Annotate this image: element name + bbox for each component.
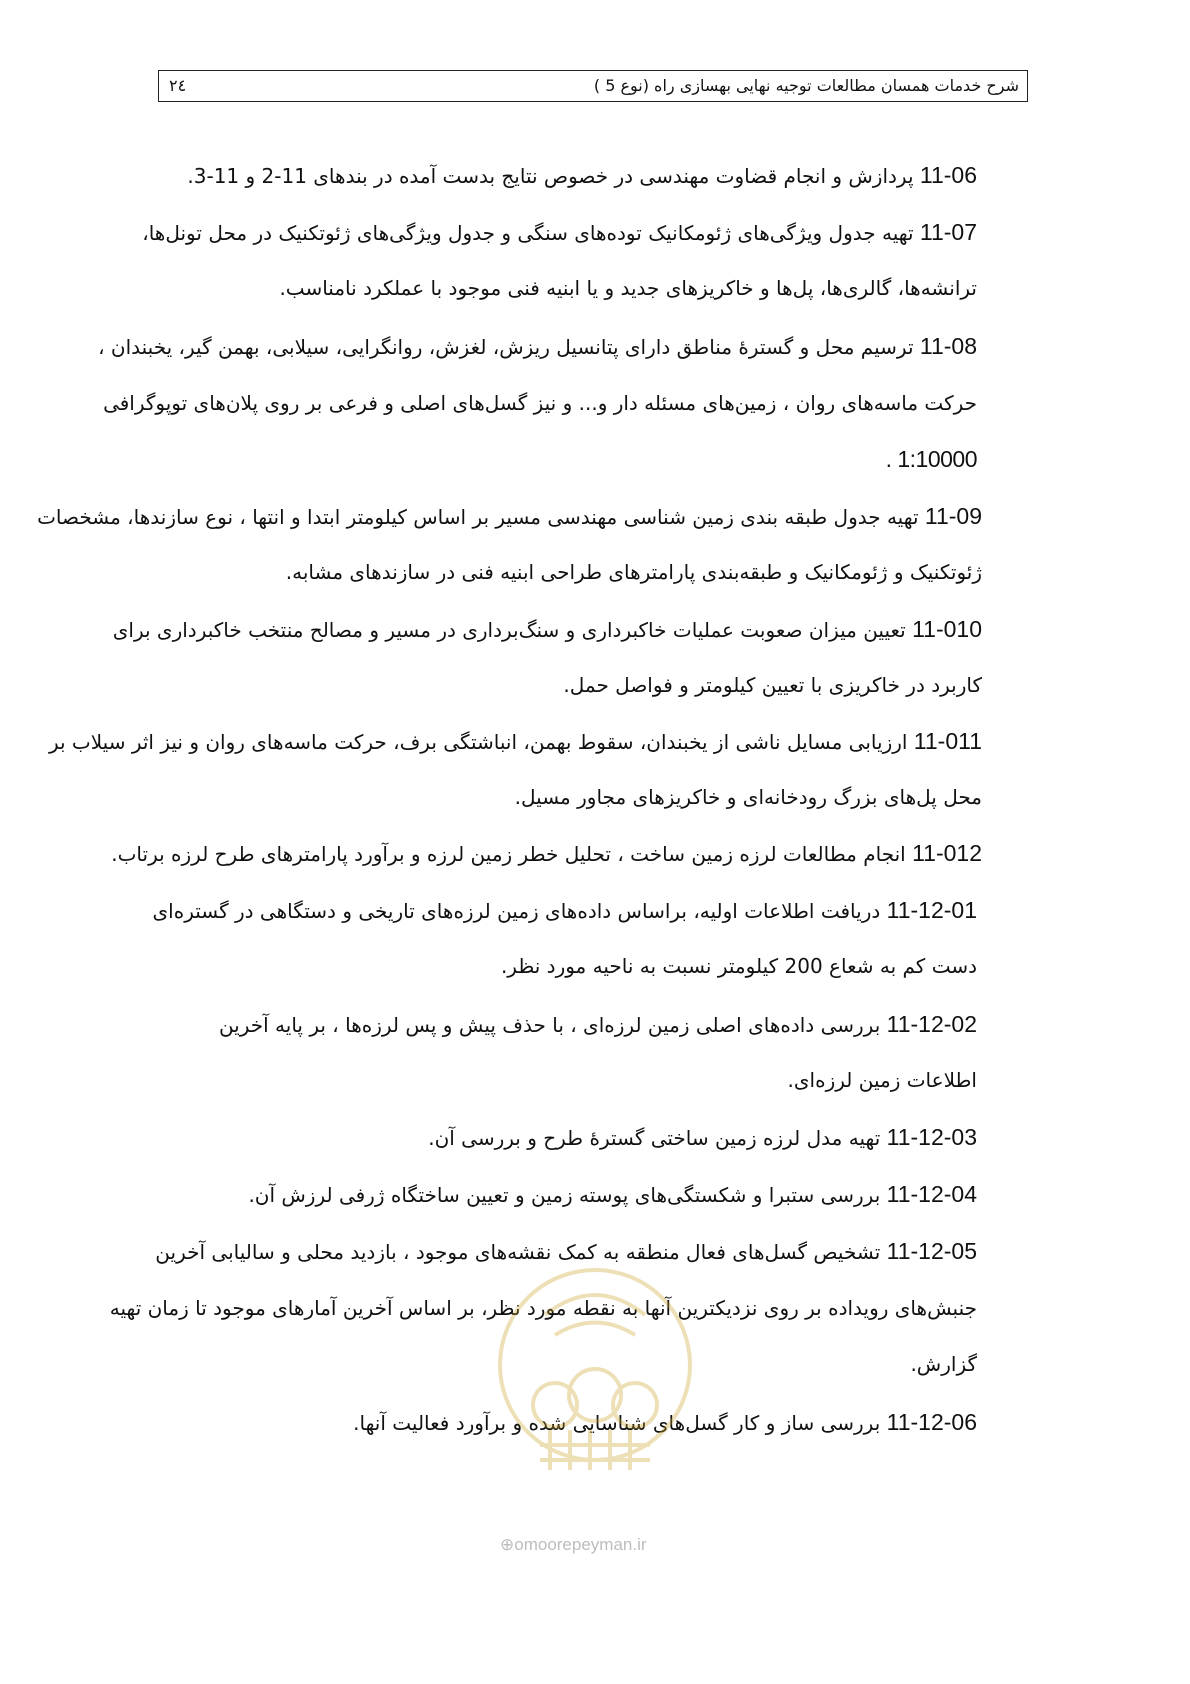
paragraph-11-06 xyxy=(187,162,977,189)
clause-number: 11-08 xyxy=(919,333,977,359)
clause-text: بررسی ساز و کار گسل‌های شناسایی شده و برآورد فعالیت آنها. xyxy=(353,1411,887,1435)
clause-text: محل پل‌های بزرگ رودخانه‌ای و خاکریزهای مجاور مسیل. xyxy=(514,785,982,809)
paragraph-11-010 xyxy=(113,616,982,643)
clause-number: 11-010 xyxy=(912,616,982,642)
paragraph-11-08-cont xyxy=(103,391,977,415)
seal-lettering-swash xyxy=(555,1323,635,1336)
clause-number: 11-09 xyxy=(924,503,982,529)
paragraph-11-12-02-cont xyxy=(788,1068,977,1092)
clause-number: 11-12-03 xyxy=(886,1124,977,1150)
paragraph-11-12-04 xyxy=(248,1181,977,1208)
clause-text: حرکت ماسه‌های روان ، زمین‌های مسئله دار و... و نیز گسل‌های اصلی و فرعی بر روی پلان‌های توپوگرافی xyxy=(103,391,977,415)
clause-number: 11-06 xyxy=(919,162,977,188)
clause-text: تهیه مدل لرزه زمین ساختی گسترهٔ طرح و بررسی آن. xyxy=(428,1126,887,1150)
paragraph-11-12-01-cont xyxy=(501,954,977,978)
clause-number: 11-12-06 xyxy=(886,1409,977,1435)
clause-text: پردازش و انجام قضاوت مهندسی در خصوص نتایج بدست آمده در بندهای 11-2 و 11-3. xyxy=(187,164,920,188)
paragraph-11-12-02 xyxy=(219,1011,977,1038)
clause-text: دریافت اطلاعات اولیه، براساس داده‌های زمین لرزه‌های تاریخی و دستگاهی در گستره‌ای xyxy=(152,899,887,923)
clause-number: 11-07 xyxy=(919,219,977,245)
paragraph-11-07 xyxy=(142,219,977,246)
clause-text: بررسی ستبرا و شکستگی‌های پوسته زمین و تعیین ساختگاه ژرفی لرزش آن. xyxy=(248,1183,887,1207)
clause-text: ترسیم محل و گسترهٔ مناطق دارای پتانسیل ریزش، لغزش، روانگرایی، سیلابی، بهمن گیر، یخبندان ، xyxy=(98,335,920,359)
paragraph-11-12-03 xyxy=(428,1124,977,1151)
paragraph-11-09 xyxy=(37,503,982,530)
clause-number: 11-12-05 xyxy=(886,1238,977,1264)
clause-text: کاربرد در خاکریزی با تعیین کیلومتر و فواصل حمل. xyxy=(563,673,982,697)
paragraph-11-08-scale xyxy=(886,446,977,473)
paragraph-11-012 xyxy=(111,840,982,867)
clause-text: اطلاعات زمین لرزه‌ای. xyxy=(787,1068,977,1092)
clause-text: بررسی داده‌های اصلی زمین لرزه‌ای ، با حذف پیش و پس لرزه‌ها ، بر پایه آخرین xyxy=(218,1013,887,1037)
paragraph-11-011 xyxy=(48,728,982,755)
clause-text: تهیه جدول طبقه بندی زمین شناسی مهندسی مسیر بر اساس کیلومتر ابتدا و انتها ، نوع سازندها، مشخصات xyxy=(37,505,925,529)
clause-number: 11-012 xyxy=(912,840,982,866)
clause-text: ترانشه‌ها، گالری‌ها، پل‌ها و خاکریزهای جدید و یا ابنیه فنی موجود با عملکرد نامناسب. xyxy=(279,276,977,300)
watermark-site-url xyxy=(500,1535,647,1555)
paragraph-11-08 xyxy=(98,333,977,360)
clause-number: 11-011 xyxy=(913,728,982,754)
paragraph-11-12-01 xyxy=(153,897,978,924)
document-title: شرح خدمات همسان مطالعات توجیه نهایی بهسازی راه (نوع 5 ) xyxy=(593,76,1019,95)
map-scale-text: 1:10000 . xyxy=(885,446,977,472)
paragraph-11-010-cont xyxy=(563,673,982,697)
seal-ring xyxy=(500,1270,690,1460)
paragraph-11-07-cont xyxy=(279,276,977,300)
clause-text: ارزیابی مسایل ناشی از یخبندان، سقوط بهمن، انباشتگی برف، حرکت ماسه‌های روان و نیز اثر سیلاب بر xyxy=(48,730,914,754)
page-header xyxy=(158,70,1028,102)
site-text: omoorepeyman.ir xyxy=(514,1535,647,1554)
clause-number: 11-12-04 xyxy=(886,1181,977,1207)
paragraph-11-09-cont xyxy=(286,560,982,584)
clause-text: انجام مطالعات لرزه زمین ساخت ، تحلیل خطر زمین لرزه و برآورد پارامترهای طرح لرزه برتاب. xyxy=(111,842,913,866)
clause-number: 11-12-01 xyxy=(886,897,977,923)
seal-lettering-swash xyxy=(545,1295,645,1315)
clause-text: ژئوتکنیک و ژئومکانیک و طبقه‌بندی پارامترهای طراحی ابنیه فنی در سازندهای مشابه. xyxy=(285,560,982,584)
page-number: ٢٤ xyxy=(169,76,187,95)
clause-text: تشخیص گسل‌های فعال منطقه به کمک نقشه‌های موجود ، بازدید محلی و سالیابی آخرین xyxy=(155,1240,887,1264)
omoorepeyman-logo-watermark xyxy=(485,1255,705,1495)
clause-text: تهیه جدول ویژگی‌های ژئومکانیک توده‌های سنگی و جدول ویژگی‌های ژئوتکنیک در محل تونل‌ها، xyxy=(142,221,920,245)
globe-icon: ⊕ xyxy=(500,1535,515,1554)
paragraph-11-12-05-end xyxy=(910,1352,977,1376)
clause-text: گزارش. xyxy=(910,1352,977,1376)
paragraph-11-011-cont xyxy=(515,785,982,809)
clause-number: 11-12-02 xyxy=(886,1011,977,1037)
clause-text: دست کم به شعاع 200 کیلومتر نسبت به ناحیه مورد نظر. xyxy=(500,954,977,978)
clause-text: جنبش‌های رویداده بر روی نزدیکترین آنها به نقطه مورد نظر، بر اساس آخرین آمارهای موجود تا زمان تهیه xyxy=(109,1296,977,1320)
clause-text: تعیین میزان صعوبت عملیات خاکبرداری و سنگ‌برداری در مسیر و مصالح منتخب خاکبرداری برای xyxy=(112,618,913,642)
